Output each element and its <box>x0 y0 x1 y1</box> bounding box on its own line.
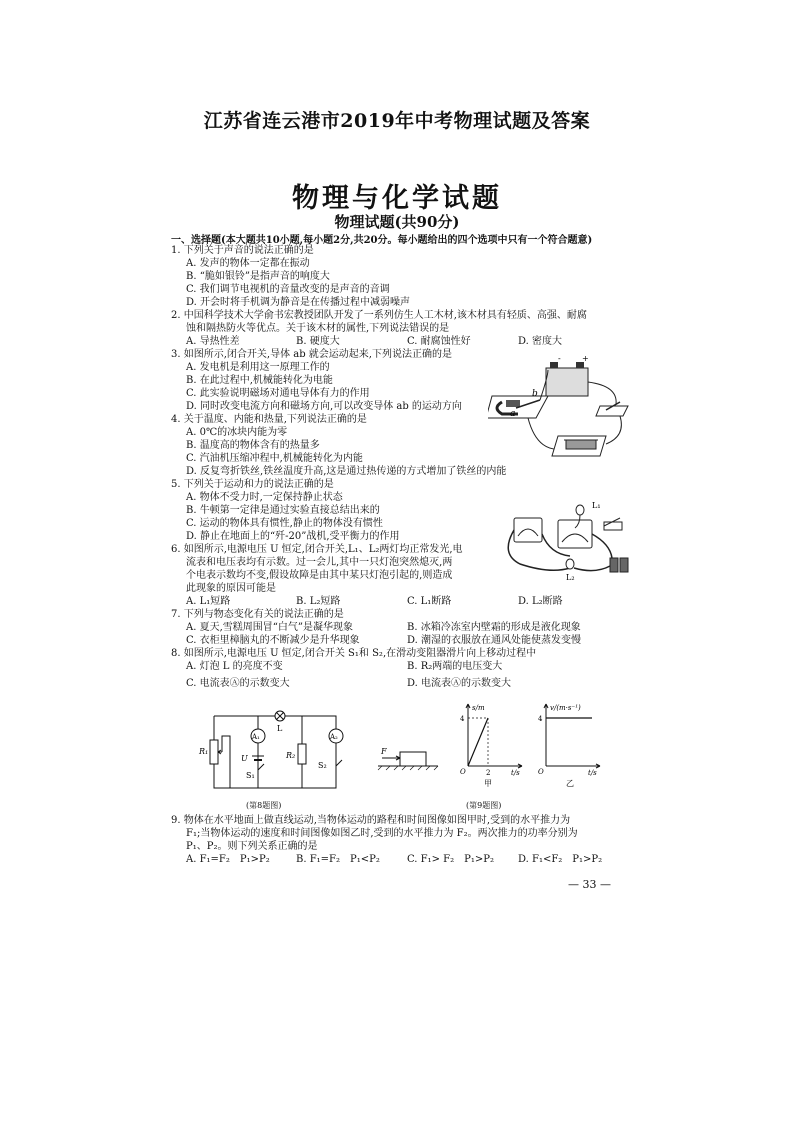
q6-stem-line1: 6. 如图所示,电源电压 U 恒定,闭合开关,L₁、L₂两灯均正常发光,电 <box>171 544 463 555</box>
q9-stem-line2: F₁;当物体运动的速度和时间图像如图乙时,受到的水平推力为 F₂。两次推力的功率分别为 <box>186 828 578 839</box>
q1-option-d: D. 开会时将手机调为静音是在传播过程中减弱噪声 <box>186 297 411 308</box>
page-number: — 33 — <box>568 878 611 891</box>
q7-option-a: A. 夏天,雪糕周围冒“白气”是凝华现象 <box>186 622 353 633</box>
q3-option-d: D. 同时改变电流方向和磁场方向,可以改变导体 ab 的运动方向 <box>186 401 462 412</box>
q9-figure <box>376 700 602 798</box>
fig9-F-label: F <box>381 747 387 756</box>
fig9-graph-a-origin: O <box>460 768 466 776</box>
fig8-A1-label: A₁ <box>252 733 260 741</box>
q4-option-d: D. 反复弯折铁丝,铁丝温度升高,这是通过热传递的方式增加了铁丝的内能 <box>186 466 507 477</box>
q2-option-d: D. 密度大 <box>518 336 563 347</box>
q9-option-b: B. F₁=F₂ P₁<P₂ <box>296 854 380 865</box>
q8-option-d: D. 电流表Ⓐ的示数变大 <box>407 678 512 689</box>
q3-stem: 3. 如图所示,闭合开关,导体 ab 就会运动起来,下列说法正确的是 <box>171 349 452 360</box>
q2-option-c: C. 耐腐蚀性好 <box>407 336 471 347</box>
q8-stem: 8. 如图所示,电源电压 U 恒定,闭合开关 S₁和 S₂,在滑动变阻器滑片向上移动过程中 <box>171 648 537 659</box>
paper-subtitle: 物理试题(共90分) <box>334 213 460 231</box>
fig9-graph-b-x: t/s <box>588 769 597 777</box>
q8-option-a: A. 灯泡 L 的亮度不变 <box>186 661 283 672</box>
fig9-graph-b-y: v/(m·s⁻¹) <box>550 704 581 712</box>
q6-stem-line2: 流表和电压表均有示数。过一会儿,其中一只灯泡突然熄灭,两 <box>186 557 453 568</box>
q4-option-a: A. 0℃的冰块内能为零 <box>186 427 288 438</box>
q1-option-c: C. 我们调节电视机的音量改变的是声音的音调 <box>186 284 390 295</box>
q3-option-b: B. 在此过程中,机械能转化为电能 <box>186 375 333 386</box>
fig8-R2-label: R₂ <box>286 751 296 760</box>
q3-figure-motor-apparatus <box>488 356 633 466</box>
fig9-graph-a-x: t/s <box>511 769 520 777</box>
q6-option-c: C. L₁断路 <box>407 596 452 607</box>
fig9-graph-a-val: 4 <box>460 715 465 723</box>
q7-stem: 7. 下列与物态变化有关的说法正确的是 <box>171 609 344 620</box>
q9-option-a: A. F₁=F₂ P₁>P₂ <box>186 854 270 865</box>
q1-option-a: A. 发声的物体一定都在振动 <box>186 258 310 269</box>
q7-option-c: C. 衣柜里樟脑丸的不断减少是升华现象 <box>186 635 360 646</box>
q6-stem-line3: 个电表示数均不变,假设故障是由其中某只灯泡引起的,则造成 <box>186 570 453 581</box>
fig3-label-b: b <box>532 389 538 399</box>
q2-option-a: A. 导热性差 <box>186 336 240 347</box>
q4-option-b: B. 温度高的物体含有的热量多 <box>186 440 320 451</box>
paper-title: 物理与化学试题 <box>292 183 502 214</box>
q6-option-d: D. L₂断路 <box>518 596 563 607</box>
fig9-graph-b-val: 4 <box>538 715 543 723</box>
fig9-graph-a-label: 甲 <box>484 779 492 788</box>
fig8-S1-label: S₁ <box>246 771 255 780</box>
fig9-graph-b-origin: O <box>538 768 544 776</box>
q5-stem: 5. 下列关于运动和力的说法正确的是 <box>171 479 334 490</box>
fig8-S2-label: S₂ <box>318 761 327 770</box>
q5-option-a: A. 物体不受力时,一定保持静止状态 <box>186 492 343 503</box>
fig8-R1-label: R₁ <box>199 747 209 756</box>
fig9-graph-a-t: 2 <box>486 769 491 777</box>
q9-option-c: C. F₁> F₂ P₁>P₂ <box>407 854 494 865</box>
q3-option-c: C. 此实验说明磁场对通电导体有力的作用 <box>186 388 370 399</box>
fig6-L1: L₁ <box>592 501 601 510</box>
q7-option-d: D. 潮湿的衣服放在通风处能使蒸发变慢 <box>407 635 582 646</box>
fig8-U-label: U <box>241 754 248 763</box>
q6-option-a: A. L₁短路 <box>186 596 231 607</box>
fig9-caption: (第9题图) <box>466 801 502 810</box>
document-title: 江苏省连云港市2019年中考物理试题及答案 <box>203 110 591 132</box>
q2-stem-line1: 2. 中国科学技术大学俞书宏教授团队开发了一系列仿生人工木材,该木材具有轻质、高强、耐腐 <box>171 310 587 321</box>
fig9-graph-b-label: 乙 <box>566 779 574 788</box>
fig8-caption: (第8题图) <box>246 801 282 810</box>
q6-option-b: B. L₂短路 <box>296 596 341 607</box>
q9-option-d: D. F₁<F₂ P₁>P₂ <box>518 854 603 865</box>
q2-option-b: B. 硬度大 <box>296 336 340 347</box>
q5-option-d: D. 静止在地面上的“歼-20”战机,受平衡力的作用 <box>186 531 400 542</box>
q1-stem: 1. 下列关于声音的说法正确的是 <box>171 245 314 256</box>
fig3-plus: + <box>582 356 589 363</box>
q1-option-b: B. “脆如银铃”是指声音的响度大 <box>186 271 330 282</box>
q8-option-c: C. 电流表Ⓐ的示数变大 <box>186 678 290 689</box>
q5-option-c: C. 运动的物体具有惯性,静止的物体没有惯性 <box>186 518 383 529</box>
fig8-A2-label: A₂ <box>330 733 338 741</box>
fig9-graph-a-y: s/m <box>472 704 485 712</box>
q6-stem-line4: 此现象的原因可能是 <box>186 583 276 594</box>
q4-option-c: C. 汽油机压缩冲程中,机械能转化为内能 <box>186 453 363 464</box>
fig3-label-a: a <box>510 409 516 419</box>
q9-stem-line1: 9. 物体在水平地面上做直线运动,当物体运动的路程和时间图像如图甲时,受到的水平推力为 <box>171 815 571 826</box>
q8-option-b: B. R₂两端的电压变大 <box>407 661 503 672</box>
q8-circuit-diagram <box>196 706 346 798</box>
q3-option-a: A. 发电机是利用这一原理工作的 <box>186 362 330 373</box>
q6-figure-circuit-photo <box>500 494 635 586</box>
section-heading: 一、选择题(本大题共10小题,每小题2分,共20分。每小题给出的四个选项中只有一个符合题意) <box>171 235 593 246</box>
q4-stem: 4. 关于温度、内能和热量,下列说法正确的是 <box>171 414 367 425</box>
q9-stem-line3: P₁、P₂。则下列关系正确的是 <box>186 841 318 852</box>
q5-option-b: B. 牛顿第一定律是通过实验直接总结出来的 <box>186 505 380 516</box>
fig8-L-label: L <box>277 724 283 733</box>
q2-stem-line2: 蚀和隔热防火等优点。关于该木材的属性,下列说法错误的是 <box>186 323 450 334</box>
fig3-minus: - <box>558 356 561 363</box>
q7-option-b: B. 冰箱冷冻室内壁霜的形成是液化现象 <box>407 622 581 633</box>
fig6-L2: L₂ <box>566 573 575 582</box>
